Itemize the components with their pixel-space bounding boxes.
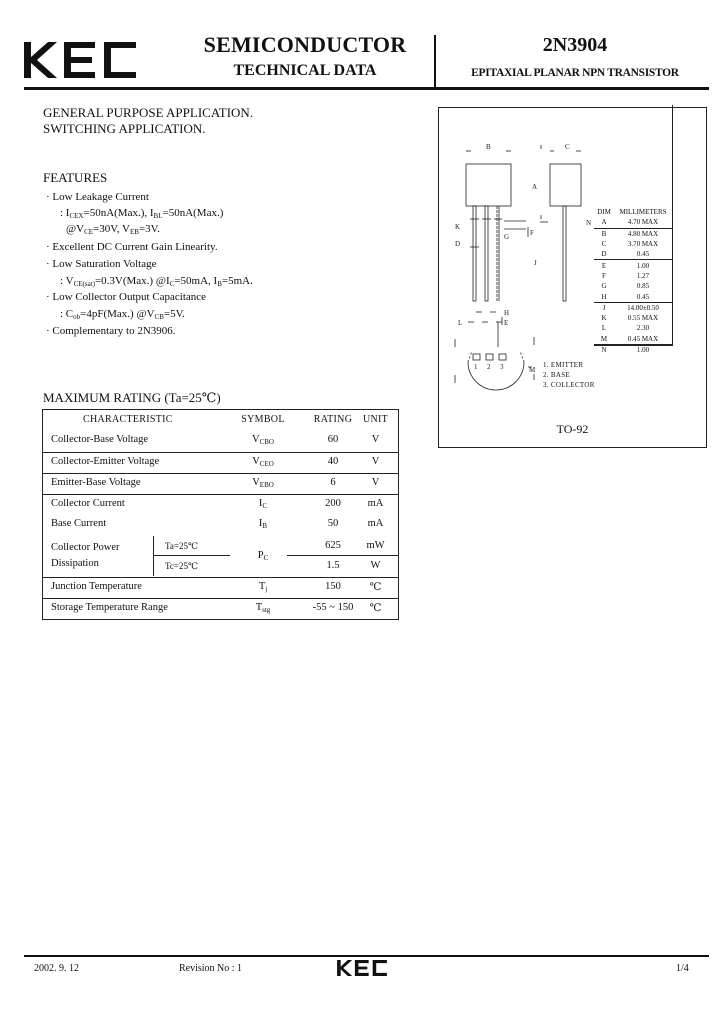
dimension-table-header <box>594 207 672 217</box>
svg-text:M: M <box>529 366 536 374</box>
dimension-table <box>594 207 672 355</box>
dim-value: 0.85 <box>636 282 650 291</box>
part-number: 2N3904 <box>542 34 608 56</box>
unit: mA <box>367 498 384 509</box>
dim-code: G <box>601 282 607 291</box>
dim-code: C <box>601 240 607 249</box>
dim-code: J <box>594 302 614 313</box>
dim-value: 14.00±0.50 <box>614 302 672 313</box>
pin-2-label: 2. BASE <box>543 371 570 379</box>
unit: V <box>371 434 380 445</box>
pin-1-label: 1. EMITTER <box>543 361 584 369</box>
unit: ℃ <box>369 603 382 614</box>
table-row <box>43 518 398 538</box>
max-rating-table <box>42 409 399 620</box>
dim-value: 2.30 <box>636 324 650 333</box>
svg-text:A: A <box>532 183 538 191</box>
dim-code: E <box>594 260 614 271</box>
characteristic: Base Current <box>51 518 107 529</box>
svg-text:J: J <box>534 259 537 267</box>
feature-complementary: · Complementary to 2N3906. <box>46 325 176 337</box>
characteristic: Junction Temperature <box>51 581 142 592</box>
svg-text:B: B <box>486 143 491 151</box>
footer-rule <box>24 955 709 957</box>
header-rating: RATING <box>313 414 353 425</box>
rating: -55 ~ 150 <box>312 602 354 613</box>
features-title: FEATURES <box>43 170 108 185</box>
footer-page-number: 1/4 <box>676 963 689 974</box>
dim-code: A <box>601 218 607 227</box>
header-title: SEMICONDUCTOR <box>203 32 407 57</box>
footer-revision: Revision No : 1 <box>179 963 243 974</box>
header-unit: UNIT <box>362 414 389 425</box>
table-header-row <box>43 414 398 432</box>
dim-value: 4.80 MAX <box>614 228 672 239</box>
svg-text:2: 2 <box>487 363 491 371</box>
rating: 50 <box>327 518 339 529</box>
application-general: GENERAL PURPOSE APPLICATION. <box>43 105 254 120</box>
dim-code: L <box>601 324 607 333</box>
rating: 60 <box>327 434 339 445</box>
symbol: $V_{CEO}$ <box>252 456 274 468</box>
header-symbol: SYMBOL <box>241 414 285 425</box>
svg-text:K: K <box>455 223 461 231</box>
characteristic-line-2: Dissipation <box>51 558 99 569</box>
rating: 200 <box>325 498 341 509</box>
dim-value: 1.27 <box>636 271 650 280</box>
dim-header: DIM <box>597 208 611 217</box>
condition-divider <box>153 536 154 576</box>
footer-kec-logo <box>336 960 388 976</box>
dim-value: 0.55 MAX <box>627 314 659 323</box>
feature-dc-gain: · Excellent DC Current Gain Linearity. <box>46 241 218 253</box>
dim-value: 0.45 MAX <box>627 334 659 343</box>
characteristic: Storage Temperature Range <box>51 602 168 613</box>
application-switching: SWITCHING APPLICATION. <box>43 121 206 136</box>
table-row <box>43 598 398 622</box>
rating-tc: 1.5 <box>326 560 340 571</box>
characteristic: Emitter-Base Voltage <box>51 477 141 488</box>
dim-code: B <box>594 228 614 239</box>
symbol: $V_{EBO}$ <box>252 477 274 489</box>
dim-value: 4.70 MAX <box>627 218 659 227</box>
feature-low-capacitance: · Low Collector Output Capacitance <box>46 291 207 303</box>
svg-text:3: 3 <box>500 363 504 371</box>
characteristic: Collector Power <box>51 542 120 553</box>
table-row <box>43 434 398 454</box>
dim-code: K <box>601 314 607 323</box>
rating-line <box>287 555 398 556</box>
characteristic: Collector-Base Voltage <box>51 434 149 445</box>
package-name: TO-92 <box>556 422 589 436</box>
symbol: $V_{CBO}$ <box>252 434 274 446</box>
unit: mA <box>367 518 384 529</box>
feature-low-saturation-detail: : $V_{CE(sat)}=0.3V(Max.)$ $@I_C=50mA$, $I_B=5mA$. <box>60 275 253 288</box>
rating: 150 <box>325 581 341 592</box>
symbol: $I_C$ <box>258 498 268 510</box>
rating-ta: 625 <box>325 540 341 551</box>
symbol: $I_B$ <box>258 518 268 530</box>
feature-low-capacitance-detail: : $C_{ob}=4pF(Max.)$ $@V_{CB}=5V$. <box>60 308 185 321</box>
header-divider <box>434 35 436 89</box>
header-subtitle: TECHNICAL DATA <box>233 62 377 79</box>
svg-text:D: D <box>455 240 461 248</box>
dim-value: 0.45 <box>636 250 650 259</box>
millimeters-header: MILLIMETERS <box>619 208 667 217</box>
dim-value: 1.00 <box>614 260 672 271</box>
dim-code: M <box>600 334 608 343</box>
svg-text:F: F <box>530 229 534 237</box>
kec-logo <box>24 42 136 78</box>
symbol: $P_C$ <box>257 550 269 562</box>
svg-text:C: C <box>565 143 570 151</box>
svg-text:L: L <box>458 319 463 327</box>
characteristic: Collector-Emitter Voltage <box>51 456 160 467</box>
dim-code: D <box>601 250 607 259</box>
condition-line <box>153 555 230 556</box>
svg-text:G: G <box>504 233 510 241</box>
dim-code: H <box>601 292 607 301</box>
table-row-power-dissipation <box>43 536 398 576</box>
dim-value: 3.70 MAX <box>627 240 659 249</box>
symbol: $T_j$ <box>258 581 268 593</box>
symbol: $T_{stg}$ <box>255 602 271 614</box>
feature-low-leakage: · Low Leakage Current <box>46 191 149 203</box>
pin-3-label: 3. COLLECTOR <box>543 381 595 389</box>
svg-text:1: 1 <box>474 363 478 371</box>
condition-tc: Tc=25℃ <box>165 561 199 571</box>
condition-ta: Ta=25℃ <box>165 541 199 551</box>
header-rule <box>24 87 709 90</box>
footer-date: 2002. 9. 12 <box>34 963 79 974</box>
max-rating-title: MAXIMUM RATING (Ta=25℃) <box>43 390 221 405</box>
header-characteristic: CHARACTERISTIC <box>83 414 173 425</box>
feature-low-leakage-detail-2: $@V_{CE}=30V$, $V_{EB}=3V$. <box>66 223 160 236</box>
dim-code: F <box>602 271 606 280</box>
dim-value: 1.00 <box>614 344 672 355</box>
dim-value: 0.45 <box>636 292 650 301</box>
feature-low-leakage-detail-1: : $I_{CEX}=50nA(Max.)$, $I_{BL}=50nA(Max.)$ <box>60 207 224 220</box>
unit: ℃ <box>369 582 382 593</box>
characteristic: Collector Current <box>51 498 125 509</box>
feature-low-saturation: · Low Saturation Voltage <box>46 258 157 270</box>
unit: V <box>371 456 380 467</box>
svg-text:N: N <box>586 219 592 227</box>
svg-text:H: H <box>504 309 510 317</box>
unit-tc: W <box>370 560 381 571</box>
rating: 6 <box>330 477 336 488</box>
rating: 40 <box>327 456 339 467</box>
dimension-table-bottom-border <box>594 345 673 346</box>
dimension-table-right-border <box>672 105 673 345</box>
part-description: EPITAXIAL PLANAR NPN TRANSISTOR <box>471 67 679 79</box>
svg-text:E: E <box>504 319 509 327</box>
dim-code: N <box>594 344 614 355</box>
unit-ta: mW <box>366 540 385 551</box>
unit: V <box>371 477 380 488</box>
table-row <box>43 494 398 518</box>
